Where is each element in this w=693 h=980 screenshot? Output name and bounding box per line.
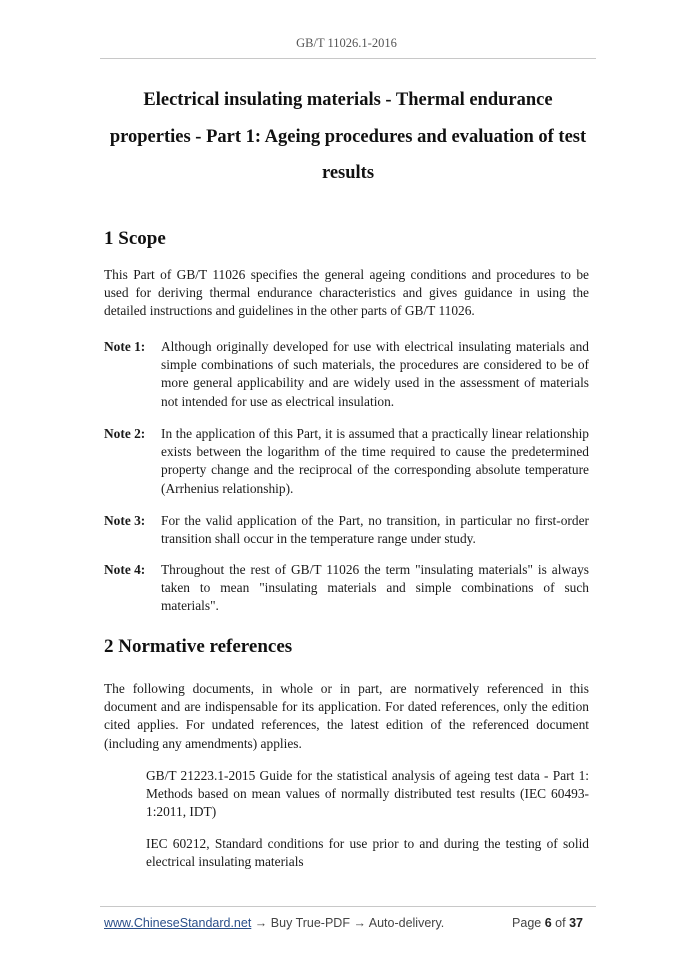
normative-paragraph: The following documents, in whole or in part, are normatively referenced in this document and are indispensable for its application. For dated references, only the edition cited applies. For undated references, the latest edition of the referenced document (including any amendments) applies.: [104, 681, 589, 751]
scope-paragraph: This Part of GB/T 11026 specifies the general ageing conditions and procedures to be used for deriving thermal endurance characteristics and gives guidance in using the detailed instructions and guidelines in the other parts of GB/T 11026.: [104, 267, 589, 319]
title-line-2: properties - Part 1: Ageing procedures and evaluation of test: [109, 126, 587, 147]
reference-item: IEC 60212, Standard conditions for use prior to and during the testing of solid electrical insulating materials: [146, 836, 589, 870]
header-divider: [100, 58, 596, 59]
note-2: [104, 425, 589, 498]
arrow-icon: →: [353, 916, 366, 930]
note-text: For the valid application of the Part, no transition, in particular no first-order transition shall occur in the temperature range under study.: [161, 513, 589, 547]
note-3: [104, 512, 589, 548]
page-indicator: [512, 916, 583, 930]
total-pages: 37: [569, 916, 583, 930]
reference-item: GB/T 21223.1-2015 Guide for the statistical analysis of ageing test data - Part 1: Methods based on mean values of normally distributed test results (IEC 60493-1:2011, IDT): [146, 768, 589, 820]
section-heading-scope: 1 Scope: [104, 228, 166, 249]
footer-links: [104, 916, 444, 930]
note-text: Although originally developed for use with electrical insulating materials and simple combinations of such materials, the procedures are considered to be of more general applicability and are widely used in the assessment of materials not intended for use as electrical insulation.: [161, 339, 589, 409]
title-line-1: Electrical insulating materials - Thermal endurance: [143, 90, 553, 110]
page-word: Page: [512, 916, 542, 930]
title-line-3: results: [321, 163, 375, 183]
section-heading-normative-references: 2 Normative references: [104, 636, 293, 657]
of-word: of: [555, 916, 566, 930]
note-4: [104, 561, 589, 616]
site-link[interactable]: www.ChineseStandard.net: [104, 916, 252, 930]
running-header: GB/T 11026.1-2016: [296, 36, 397, 50]
note-label: Note 1:: [104, 339, 146, 354]
delivery-text: Auto-delivery.: [368, 916, 445, 930]
note-text: In the application of this Part, it is assumed that a practically linear relationship exists between the logarithm of the time required to cause the predetermined property change and the reciprocal of the corresponding absolute temperature (Arrhenius relationship).: [161, 426, 589, 496]
current-page-number: 6: [544, 916, 552, 930]
document-title: [100, 82, 596, 192]
note-label: Note 4:: [104, 562, 146, 577]
footer-divider: [100, 906, 596, 907]
note-text: Throughout the rest of GB/T 11026 the term "insulating materials" is always taken to mean "insulating materials and simple combinations of such materials".: [161, 562, 589, 614]
arrow-icon: →: [254, 916, 268, 930]
note-label: Note 3:: [104, 513, 146, 528]
note-label: Note 2:: [104, 426, 146, 441]
note-1: [104, 338, 589, 411]
buy-pdf-link[interactable]: Buy True-PDF: [270, 916, 350, 930]
